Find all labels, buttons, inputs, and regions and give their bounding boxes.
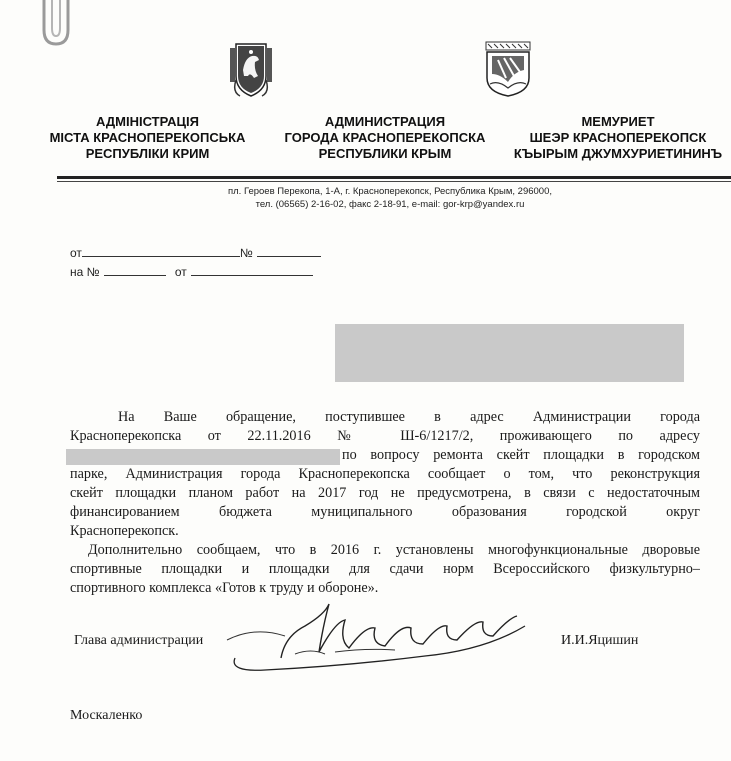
header-center-line-1: АДМИНИСТРАЦИЯ <box>324 114 446 129</box>
ref-on-num-label: на № <box>70 265 100 279</box>
ref-num-label: № <box>239 246 253 260</box>
letter-line-2: Красноперекопска от 22.11.2016 № Ш-6/1217/2, проживающего по адресу <box>70 428 700 444</box>
address-line-1: пл. Героев Перекопа, 1-А, г. Красноперекопск, Республика Крым, 296000, <box>227 186 553 197</box>
letter-line-3: по вопросу ремонта скейт площадки в городском <box>342 447 700 463</box>
header-right-line-2: ШЕЭР КРАСНОПЕРЕКОПСК <box>529 130 707 145</box>
signatory-position: Глава администрации <box>74 633 204 648</box>
header-left-line-1: АДМІНІСТРАЦІЯ <box>96 114 199 129</box>
letter-line-7: Красноперекопск. <box>70 523 179 539</box>
header-right-line-1: МЕМУРИЕТ <box>581 114 655 129</box>
header-divider-thin <box>57 181 731 182</box>
signatory-name: И.И.Яцишин <box>561 633 639 648</box>
krasnoperekopsk-coat-of-arms-icon <box>484 40 532 98</box>
letter-line-10: спортивного комплекса «Готов к труду и обороне». <box>70 580 379 596</box>
ref-from-label: от <box>70 246 82 260</box>
ref-num-blank <box>257 244 321 257</box>
header-center-line-3: РЕСПУБЛИКИ КРЫМ <box>318 146 452 161</box>
ref-on-num-blank <box>104 263 166 276</box>
redacted-recipient <box>335 324 684 382</box>
header-center-russian <box>275 114 495 162</box>
address-line-2: тел. (06565) 2-16-02, факс 2-18-91, e-mail: gor-krp@yandex.ru <box>255 199 525 210</box>
header-center-line-2: ГОРОДА КРАСНОПЕРЕКОПСКА <box>284 130 486 145</box>
outgoing-reference <box>70 244 321 260</box>
letter-line-1: На Ваше обращение, поступившее в адрес Администрации города <box>118 409 700 425</box>
header-right-crimean-tatar <box>508 114 728 162</box>
header-right-line-3: КЪЫРЫМ ДЖУМХУРИЕТИНИНЪ <box>513 146 723 161</box>
paper-clip-icon <box>36 0 76 50</box>
header-divider-thick <box>57 176 731 179</box>
redacted-address <box>66 449 340 465</box>
ref-on-from-blank <box>191 263 313 276</box>
crimea-coat-of-arms-icon <box>228 40 274 100</box>
header-left-line-3: РЕСПУБЛІКИ КРИМ <box>85 146 210 161</box>
letter-body <box>70 408 700 598</box>
letter-line-6: финансированием бюджета муниципального образования городской округ <box>70 504 700 520</box>
handwritten-signature <box>225 596 555 678</box>
letter-line-8: Дополнительно сообщаем, что в 2016 г. установлены многофункциональные дворовые <box>88 542 700 558</box>
ref-from-date-blank <box>82 244 240 257</box>
executor-name: Москаленко <box>70 708 143 723</box>
letter-line-4: парке, Администрация города Красноперекопска сообщает о том, что реконструкция <box>70 466 700 482</box>
incoming-reference <box>70 263 313 279</box>
letter-line-5: скейт площадки планом работ на 2017 год не предусмотрена, в связи с недостаточным <box>70 485 700 501</box>
ref-on-from-label: от <box>174 265 187 279</box>
header-left-ukrainian <box>40 114 255 162</box>
letter-line-9: спортивные площадки и площадки для сдачи норм Всероссийского физкультурно– <box>70 561 700 577</box>
header-left-line-2: МІСТА КРАСНОПЕРЕКОПСЬКА <box>49 130 246 145</box>
